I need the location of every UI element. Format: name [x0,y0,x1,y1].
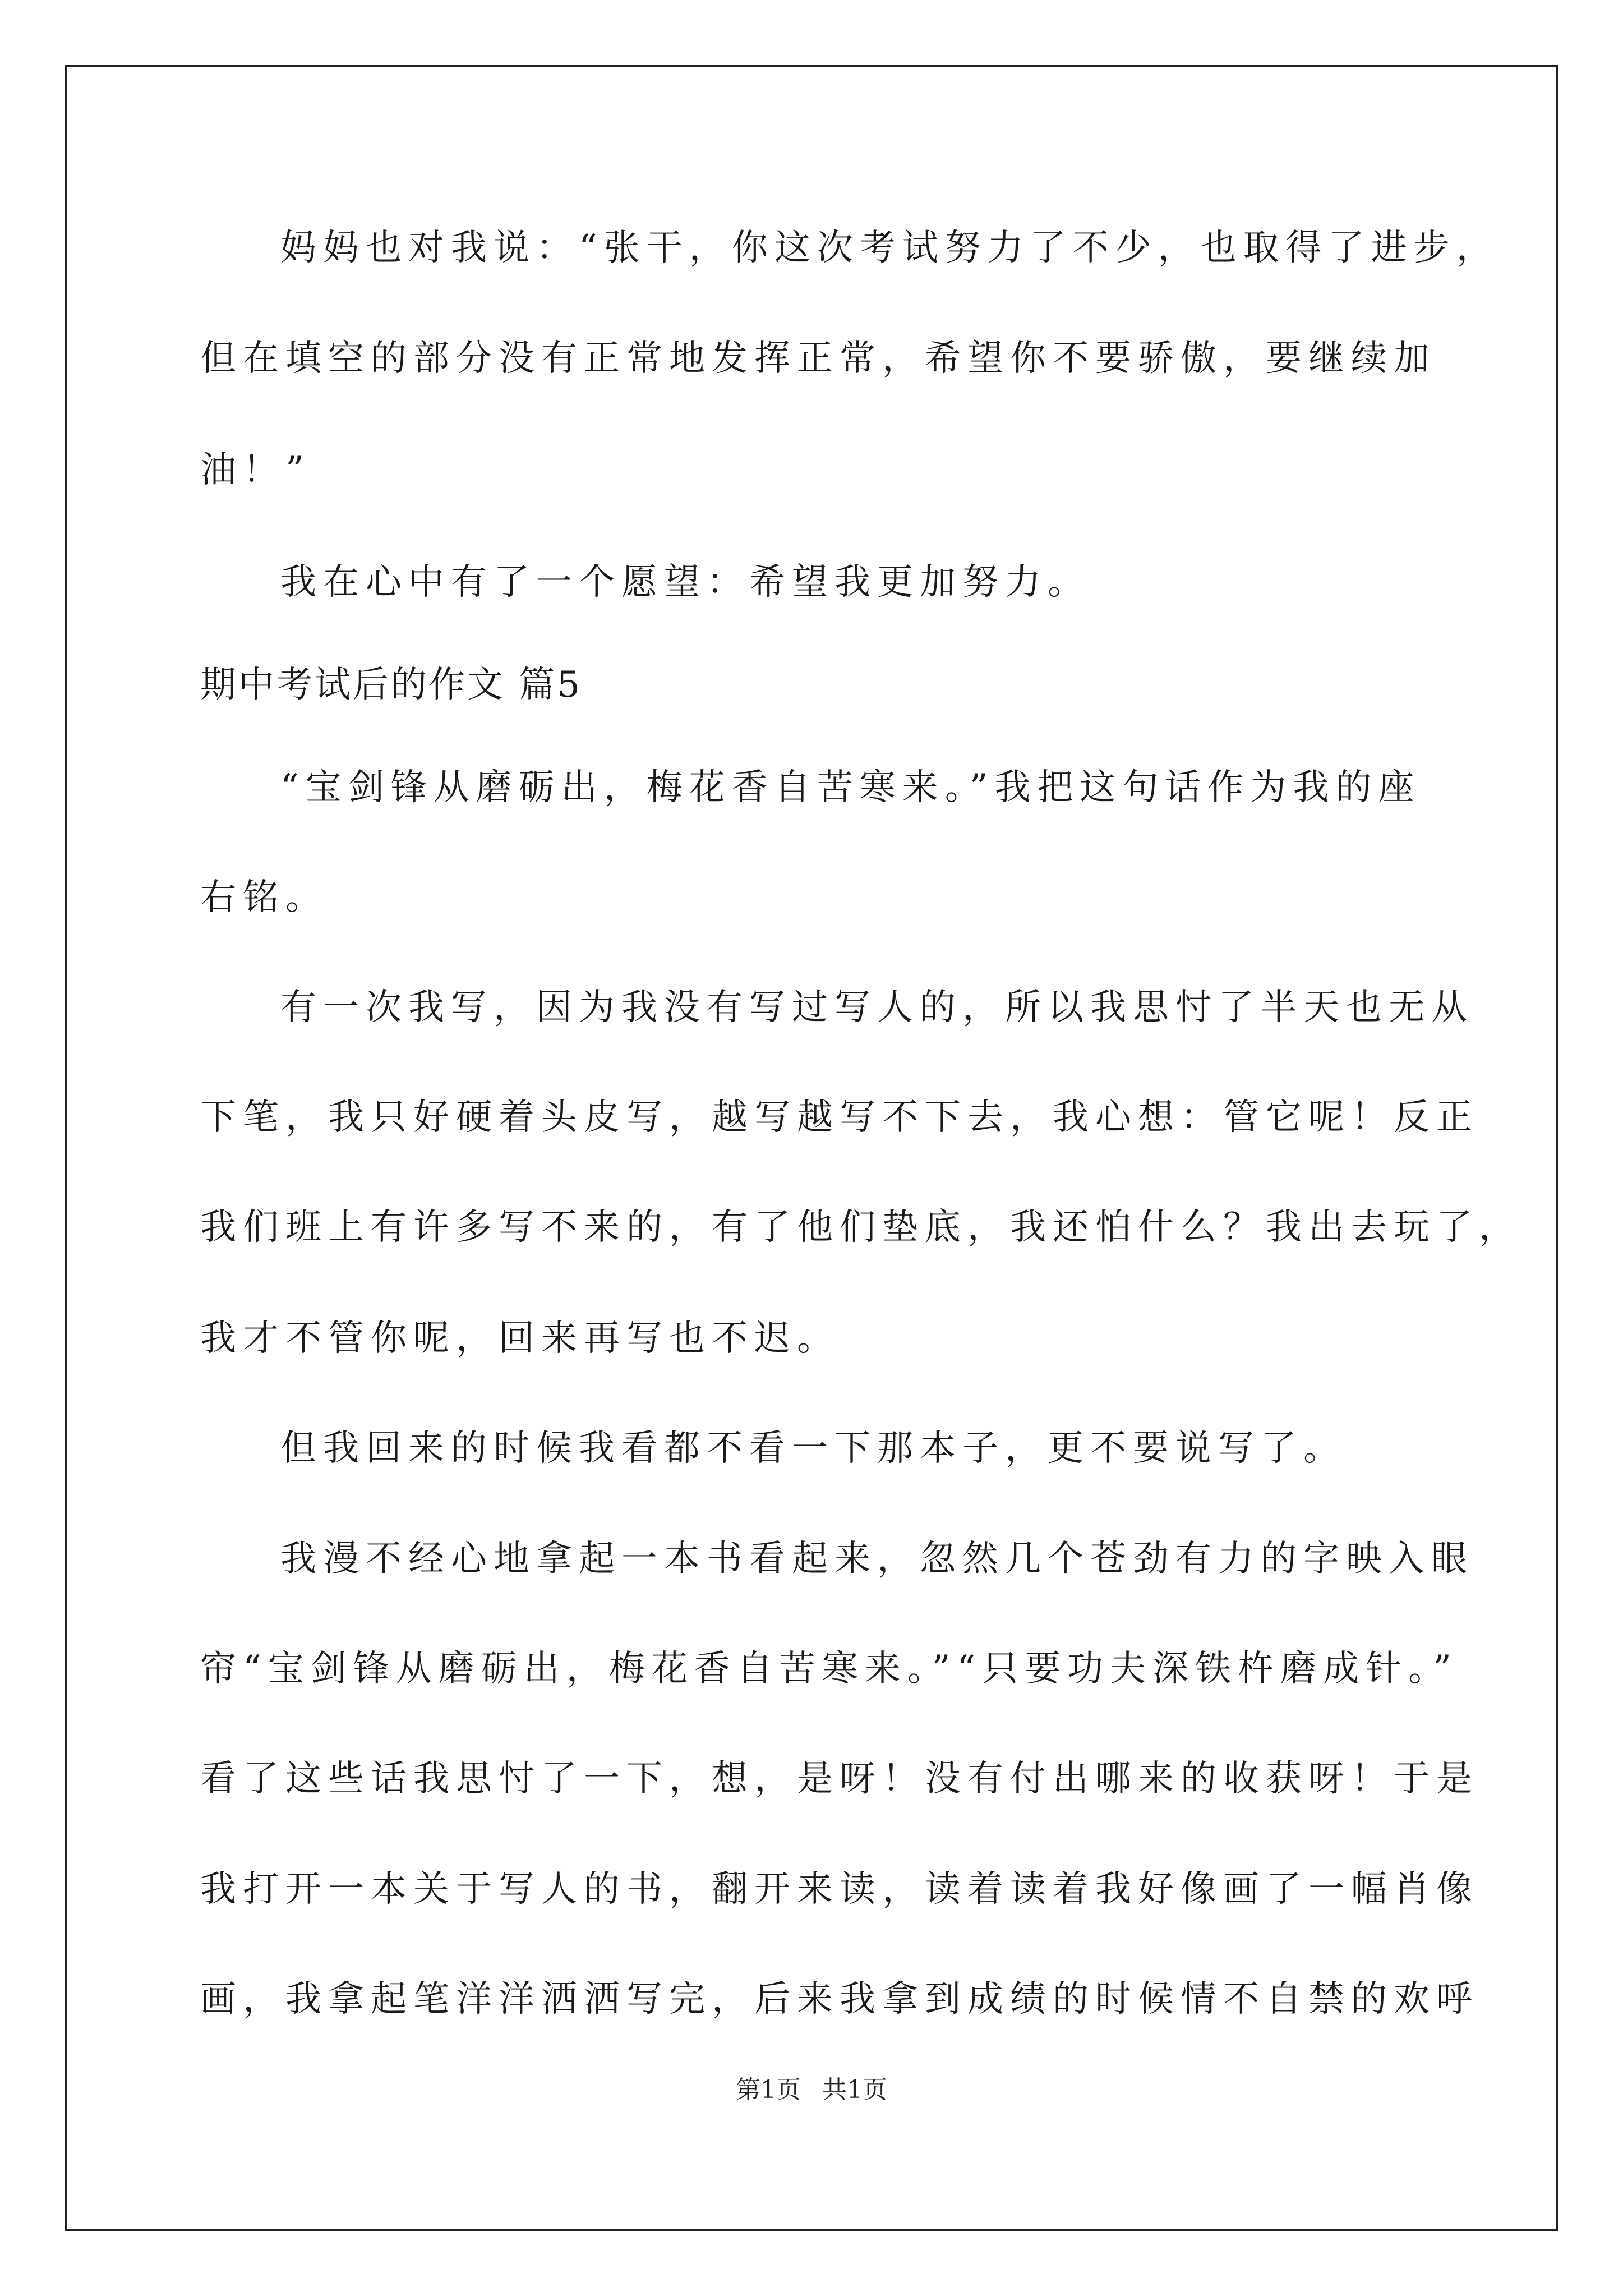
paragraph-line: 我才不管你呢，回来再写也不迟。 [200,1318,840,1359]
paragraph-line: 有一次我写，因为我没有写过写人的，所以我思忖了半天也无从 [280,987,1474,1028]
paragraph-line: 我们班上有许多写不来的，有了他们垫底，我还怕什么？我出去玩了， [200,1207,1521,1248]
paragraph-line: 看了这些话我思忖了一下，想，是呀！没有付出哪来的收获呀！于是 [200,1758,1479,1800]
paragraph-line: 但在填空的部分没有正常地发挥正常，希望你不要骄傲，要继续加 [200,338,1436,379]
paragraph-line: 下笔，我只好硬着头皮写，越写越写不下去，我心想：管它呢！反正 [200,1097,1479,1138]
page-footer [0,2078,1623,2102]
page-total: 共1页 [822,2076,887,2104]
paragraph-line: 右铭。 [200,877,328,918]
paragraph-line: 画，我拿起笔洋洋洒洒写完，后来我拿到成绩的时候情不自禁的欢呼 [200,1978,1479,2020]
paragraph-line: 我在心中有了一个愿望：希望我更加努力。 [280,562,1090,603]
paragraph-line: 妈妈也对我说：“张干，你这次考试努力了不少，也取得了进步， [280,227,1499,269]
page-number: 第1页 [736,2076,801,2104]
paragraph-line: 我漫不经心地拿起一本书看起来，忽然几个苍劲有力的字映入眼 [280,1538,1474,1580]
paragraph-line: 油！” [200,449,311,491]
paragraph-line: “宝剑锋从磨砺出，梅花香自苦寒来。”我把这句话作为我的座 [280,767,1421,808]
paragraph-line: 我打开一本关于写人的书，翻开来读，读着读着我好像画了一幅肖像 [200,1869,1479,1910]
paragraph-line: 但我回来的时候我看都不看一下那本子，更不要说写了。 [280,1428,1346,1469]
section-heading: 期中考试后的作文 篇5 [200,664,583,706]
paragraph-line: 帘“宝剑锋从磨砺出，梅花香自苦寒来。”“只要功夫深铁杵磨成针。” [200,1648,1458,1690]
